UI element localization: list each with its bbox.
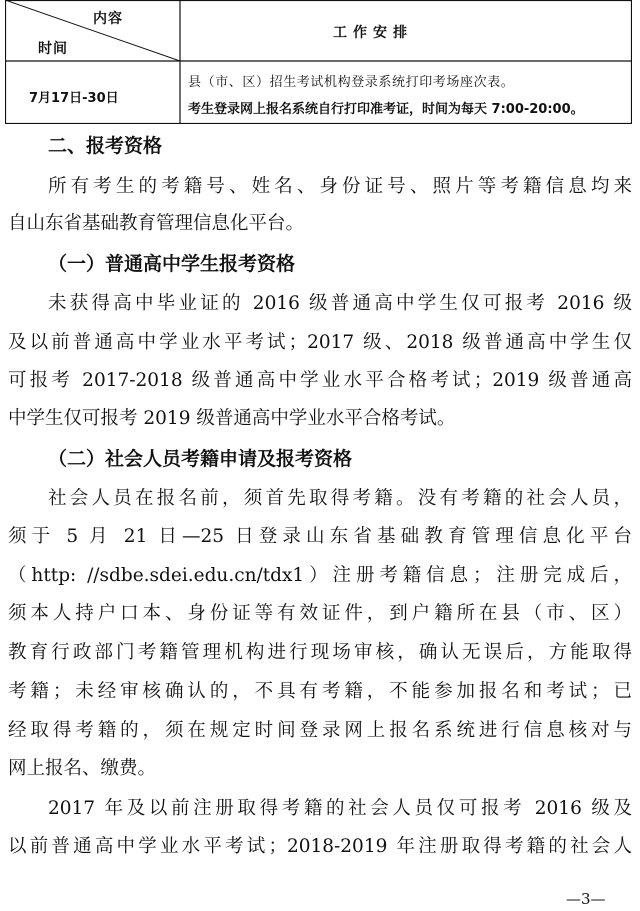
sub1-line: 及以前普通高中学业水平考试；2017 级、2018 级普通高中学生仅	[8, 332, 632, 353]
sub2-line: 须于 5 月 21 日—25 日登录山东省基础教育管理信息化平台	[8, 526, 632, 547]
sub2-heading: （二）社会人员考籍申请及报考资格	[48, 448, 353, 470]
sub2-line: 考籍；未经审核确认的，不具有考籍，不能参加报名和考试；已	[8, 681, 632, 702]
schedule-table	[5, 0, 632, 124]
para3-line: 2017 年及以前注册取得考籍的社会人员仅可报考 2016 级及	[48, 798, 632, 819]
row-line-1: 县（市、区）招生考试机构登录系统打印考场座次表。	[188, 75, 515, 90]
sub2-line: （http: //sdbe.sdei.edu.cn/tdx1）注册考籍信息；注册完成后，	[8, 565, 632, 586]
sub1-line: 未获得高中毕业证的 2016 级普通高中学生仅可报考 2016 级	[48, 293, 632, 314]
row-line-2: 考生登录网上报名系统自行打印准考证，时间为每天 7:00-20:00。	[188, 102, 584, 117]
sub2-line: 须本人持户口本、身份证等有效证件，到户籍所在县（市、区）	[8, 603, 632, 624]
intro-line: 所有考生的考籍号、姓名、身份证号、照片等考籍信息均来	[48, 176, 632, 197]
header-work-label: 工作安排	[333, 25, 413, 41]
sub1-line: 中学生仅可报考 2019 级普通高中学业水平合格考试。	[8, 408, 456, 429]
sub1-heading: （一）普通高中学生报考资格	[48, 253, 296, 275]
sub2-line: 社会人员在报名前，须首先取得考籍。没有考籍的社会人员，	[48, 488, 632, 509]
row-date: 7月17日-30日	[29, 91, 119, 106]
sub2-line: 经取得考籍的，须在规定时间登录网上报名系统进行信息核对与	[8, 720, 632, 741]
header-time-label: 时间	[38, 41, 68, 57]
para3-line: 以前普通高中学业水平考试；2018-2019 年注册取得考籍的社会人	[8, 836, 632, 857]
intro-line: 自山东省基础教育管理信息化平台。	[8, 213, 305, 234]
sub2-line: 教育行政部门考籍管理机构进行现场审核，确认无误后，方能取得	[8, 642, 632, 663]
section-heading: 二、报考资格	[48, 135, 163, 157]
header-content-label: 内容	[93, 11, 123, 27]
sub2-line: 网上报名、缴费。	[8, 758, 157, 779]
sub1-line: 可报考 2017-2018 级普通高中学业水平合格考试；2019 级普通高	[8, 370, 632, 391]
page-number: —3—	[566, 890, 606, 908]
